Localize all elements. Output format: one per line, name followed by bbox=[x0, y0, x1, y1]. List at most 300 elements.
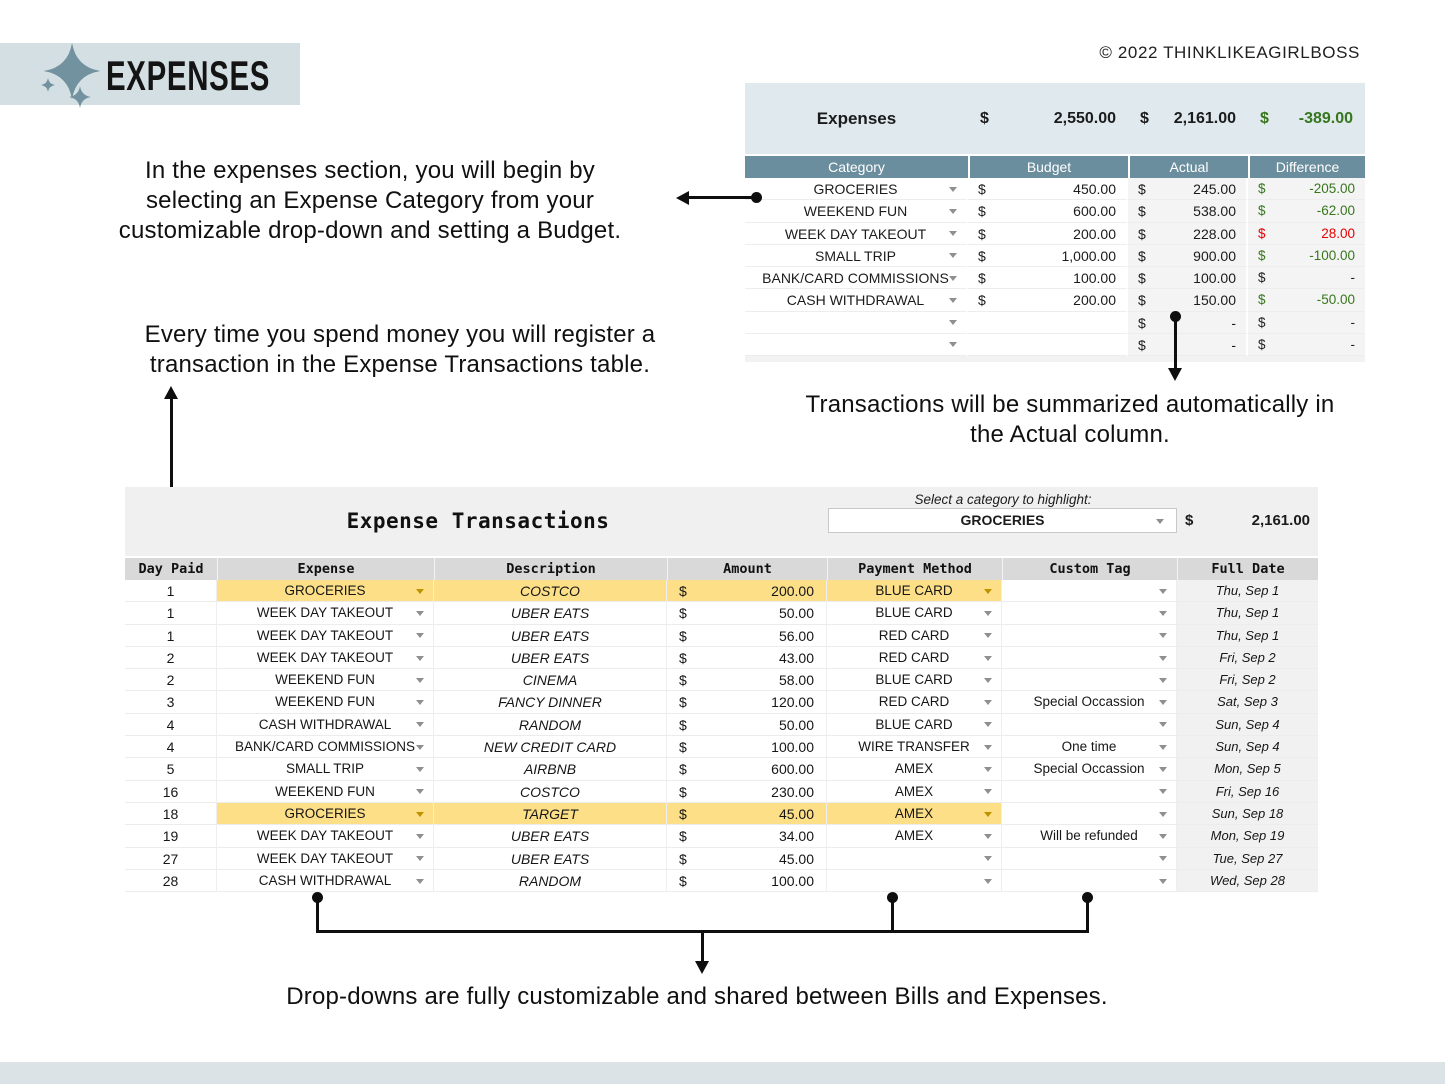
transaction-row bbox=[125, 848, 1318, 870]
amount-cell bbox=[667, 602, 827, 624]
payment-method-cell[interactable] bbox=[827, 781, 1002, 803]
budget-value: 450.00 bbox=[1073, 181, 1116, 197]
category-cell[interactable] bbox=[745, 245, 968, 267]
budget-cell bbox=[968, 223, 1128, 245]
payment-method-cell[interactable] bbox=[827, 691, 1002, 713]
dropdown-caret-icon[interactable] bbox=[1159, 678, 1167, 683]
expense-cell[interactable] bbox=[217, 758, 434, 780]
day-paid-cell: 3 bbox=[125, 691, 217, 713]
description-cell: UBER EATS bbox=[434, 625, 667, 647]
expense-value: WEEK DAY TAKEOUT bbox=[256, 627, 394, 643]
currency-symbol: $ bbox=[1185, 512, 1194, 529]
payment-method-value: AMEX bbox=[894, 805, 934, 821]
header-description: Description bbox=[434, 558, 667, 580]
dropdown-caret-icon[interactable] bbox=[984, 589, 992, 594]
dropdown-caret-icon[interactable] bbox=[416, 656, 424, 661]
currency-symbol: $ bbox=[679, 694, 687, 711]
day-paid-cell: 2 bbox=[125, 647, 217, 669]
currency-symbol: $ bbox=[1258, 314, 1266, 330]
day-paid-cell: 19 bbox=[125, 825, 217, 847]
connector-line bbox=[891, 898, 894, 933]
full-date-cell: Fri, Sep 16 bbox=[1177, 781, 1318, 803]
custom-tag-cell[interactable] bbox=[1002, 736, 1177, 758]
payment-method-cell[interactable] bbox=[827, 669, 1002, 691]
payment-method-value: WIRE TRANSFER bbox=[858, 739, 970, 755]
dropdown-caret-icon[interactable] bbox=[984, 633, 992, 638]
difference-cell bbox=[1248, 334, 1365, 356]
difference-cell bbox=[1248, 200, 1365, 222]
transactions-body bbox=[125, 580, 1318, 892]
summary-header-category: Category bbox=[828, 159, 885, 175]
day-paid-cell: 2 bbox=[125, 669, 217, 691]
sparkle-icon bbox=[40, 41, 104, 111]
currency-symbol: $ bbox=[1258, 247, 1266, 263]
actual-value: 900.00 bbox=[1193, 247, 1236, 264]
currency-symbol: $ bbox=[1258, 336, 1266, 352]
actual-cell bbox=[1128, 178, 1248, 200]
dropdown-caret-icon[interactable] bbox=[416, 722, 424, 727]
budget-value: 600.00 bbox=[1073, 203, 1116, 220]
day-paid-cell: 1 bbox=[125, 580, 217, 602]
expense-cell[interactable] bbox=[217, 825, 434, 847]
dropdown-caret-icon[interactable] bbox=[1159, 589, 1167, 594]
dropdown-caret-icon[interactable] bbox=[1156, 519, 1164, 524]
payment-method-cell[interactable] bbox=[827, 647, 1002, 669]
amount-value: 600.00 bbox=[771, 761, 814, 778]
dropdown-caret-icon[interactable] bbox=[949, 253, 957, 258]
transaction-row bbox=[125, 825, 1318, 847]
category-cell[interactable] bbox=[745, 178, 968, 200]
dropdown-caret-icon[interactable] bbox=[949, 342, 957, 347]
description-cell: UBER EATS bbox=[434, 848, 667, 870]
expense-value: SMALL TRIP bbox=[285, 761, 365, 777]
category-value: SMALL TRIP bbox=[815, 247, 896, 264]
expense-cell[interactable] bbox=[217, 580, 434, 602]
category-cell[interactable] bbox=[745, 200, 968, 222]
currency-symbol: $ bbox=[1138, 270, 1146, 286]
dropdown-caret-icon[interactable] bbox=[984, 856, 992, 861]
summary-row bbox=[745, 223, 1365, 245]
custom-tag-cell[interactable] bbox=[1002, 870, 1177, 892]
custom-tag-cell[interactable] bbox=[1002, 803, 1177, 825]
custom-tag-cell[interactable] bbox=[1002, 669, 1177, 691]
connector-line bbox=[316, 898, 319, 933]
payment-method-value: RED CARD bbox=[878, 627, 950, 643]
actual-value: - bbox=[1231, 314, 1236, 331]
summary-totals-row bbox=[745, 83, 1365, 156]
dropdown-caret-icon[interactable] bbox=[984, 611, 992, 616]
difference-value: - bbox=[1350, 270, 1355, 285]
dropdown-caret-icon[interactable] bbox=[984, 656, 992, 661]
difference-cell bbox=[1248, 267, 1365, 289]
summary-header-actual: Actual bbox=[1128, 156, 1248, 178]
note-line: selecting an Expense Category from your bbox=[145, 187, 595, 214]
currency-symbol: $ bbox=[1138, 247, 1146, 264]
note-line: Drop-downs are fully customizable and shared between Bills and Expenses. bbox=[286, 983, 1108, 1010]
dropdown-caret-icon[interactable] bbox=[416, 767, 424, 772]
actual-value: 150.00 bbox=[1193, 292, 1236, 309]
dropdown-caret-icon[interactable] bbox=[984, 767, 992, 772]
amount-cell bbox=[667, 848, 827, 870]
expense-cell[interactable] bbox=[217, 736, 434, 758]
custom-tag-cell[interactable] bbox=[1002, 848, 1177, 870]
dropdown-caret-icon[interactable] bbox=[1159, 834, 1167, 839]
actual-total-cell bbox=[1128, 110, 1248, 128]
currency-symbol: $ bbox=[679, 805, 687, 822]
currency-symbol: $ bbox=[1260, 109, 1269, 127]
dropdown-caret-icon[interactable] bbox=[1159, 656, 1167, 661]
custom-tag-value: One time bbox=[1061, 739, 1117, 755]
budget-cell bbox=[968, 289, 1128, 311]
dropdown-caret-icon[interactable] bbox=[416, 812, 424, 817]
dropdown-caret-icon[interactable] bbox=[416, 789, 424, 794]
currency-symbol: $ bbox=[679, 672, 687, 689]
transaction-row bbox=[125, 625, 1318, 647]
dropdown-caret-icon[interactable] bbox=[984, 879, 992, 884]
description-cell: UBER EATS bbox=[434, 825, 667, 847]
currency-symbol: $ bbox=[978, 225, 986, 242]
category-cell[interactable] bbox=[745, 312, 968, 334]
arrow-down-icon bbox=[1168, 368, 1182, 381]
currency-symbol: $ bbox=[679, 872, 687, 889]
full-date-cell: Mon, Sep 19 bbox=[1177, 825, 1318, 847]
currency-symbol: $ bbox=[1258, 181, 1266, 196]
difference-total-value: -389.00 bbox=[1298, 109, 1353, 127]
description-cell: COSTCO bbox=[434, 781, 667, 803]
dropdown-caret-icon[interactable] bbox=[949, 320, 957, 325]
summary-row bbox=[745, 178, 1365, 200]
amount-value: 200.00 bbox=[771, 583, 814, 599]
budget-value: 200.00 bbox=[1073, 225, 1116, 242]
day-paid-cell: 27 bbox=[125, 848, 217, 870]
day-paid-cell: 5 bbox=[125, 758, 217, 780]
highlight-category-select[interactable] bbox=[828, 508, 1177, 533]
category-value: WEEKEND FUN bbox=[803, 203, 908, 220]
actual-value: - bbox=[1231, 336, 1236, 353]
amount-cell bbox=[667, 870, 827, 892]
connector-dot bbox=[751, 192, 762, 203]
actual-cell bbox=[1128, 200, 1248, 222]
currency-symbol: $ bbox=[978, 203, 986, 220]
amount-cell bbox=[667, 714, 827, 736]
page-title: EXPENSES bbox=[106, 52, 271, 99]
budget-total-value: 2,550.00 bbox=[1053, 109, 1116, 127]
dropdown-caret-icon[interactable] bbox=[984, 789, 992, 794]
currency-symbol: $ bbox=[978, 247, 986, 264]
dropdown-caret-icon[interactable] bbox=[984, 678, 992, 683]
transaction-row bbox=[125, 647, 1318, 669]
transaction-row bbox=[125, 870, 1318, 892]
dropdown-caret-icon[interactable] bbox=[949, 209, 957, 214]
currency-symbol: $ bbox=[978, 270, 986, 286]
budget-total-cell bbox=[968, 110, 1128, 128]
amount-value: 120.00 bbox=[771, 694, 814, 711]
expense-cell[interactable] bbox=[217, 647, 434, 669]
payment-method-cell[interactable] bbox=[827, 714, 1002, 736]
payment-method-cell[interactable] bbox=[827, 736, 1002, 758]
transactions-header-row bbox=[125, 558, 1318, 580]
actual-cell bbox=[1128, 289, 1248, 311]
currency-symbol: $ bbox=[1138, 292, 1146, 309]
budget-cell bbox=[968, 245, 1128, 267]
budget-cell bbox=[968, 334, 1128, 356]
amount-value: 45.00 bbox=[778, 850, 814, 867]
expense-cell[interactable] bbox=[217, 691, 434, 713]
dropdown-caret-icon[interactable] bbox=[416, 589, 424, 594]
category-cell[interactable] bbox=[745, 289, 968, 311]
amount-cell bbox=[667, 625, 827, 647]
expense-cell[interactable] bbox=[217, 803, 434, 825]
payment-method-cell[interactable] bbox=[827, 848, 1002, 870]
currency-symbol: $ bbox=[679, 605, 687, 622]
expense-cell[interactable] bbox=[217, 669, 434, 691]
expense-value: CASH WITHDRAWAL bbox=[258, 716, 392, 732]
payment-method-cell[interactable] bbox=[827, 870, 1002, 892]
difference-value: 28.00 bbox=[1321, 225, 1355, 241]
category-cell[interactable] bbox=[745, 334, 968, 356]
payment-method-cell[interactable] bbox=[827, 602, 1002, 624]
actual-value: 228.00 bbox=[1193, 225, 1236, 242]
payment-method-cell[interactable] bbox=[827, 625, 1002, 647]
description-cell: NEW CREDIT CARD bbox=[434, 736, 667, 758]
custom-tag-value: Will be refunded bbox=[1040, 828, 1138, 844]
amount-value: 58.00 bbox=[778, 672, 814, 689]
currency-symbol: $ bbox=[1138, 203, 1146, 220]
transaction-row bbox=[125, 736, 1318, 758]
dropdown-caret-icon[interactable] bbox=[1159, 633, 1167, 638]
dropdown-caret-icon[interactable] bbox=[416, 856, 424, 861]
actual-value: 100.00 bbox=[1193, 270, 1236, 286]
budget-value: 1,000.00 bbox=[1061, 247, 1116, 264]
dropdown-caret-icon[interactable] bbox=[416, 678, 424, 683]
summary-header-budget: Budget bbox=[968, 156, 1128, 178]
description-cell: COSTCO bbox=[434, 580, 667, 602]
bottom-bar bbox=[0, 1062, 1445, 1084]
dropdown-caret-icon[interactable] bbox=[1159, 767, 1167, 772]
payment-method-value: RED CARD bbox=[878, 649, 950, 665]
currency-symbol: $ bbox=[1138, 225, 1146, 242]
amount-value: 50.00 bbox=[778, 716, 814, 733]
dropdown-caret-icon[interactable] bbox=[416, 834, 424, 839]
currency-symbol: $ bbox=[1258, 225, 1266, 241]
highlight-category-value: GROCERIES bbox=[960, 512, 1045, 528]
description-cell: RANDOM bbox=[434, 870, 667, 892]
custom-tag-cell[interactable] bbox=[1002, 691, 1177, 713]
amount-cell bbox=[667, 803, 827, 825]
header-payment-method: Payment Method bbox=[827, 558, 1002, 580]
expense-cell[interactable] bbox=[217, 870, 434, 892]
connector-line bbox=[701, 933, 704, 963]
note-dropdowns-shared bbox=[157, 982, 1237, 1012]
day-paid-cell: 4 bbox=[125, 714, 217, 736]
dropdown-caret-icon[interactable] bbox=[949, 276, 957, 281]
dropdown-caret-icon[interactable] bbox=[1159, 812, 1167, 817]
logo-box bbox=[0, 43, 300, 105]
day-paid-cell: 28 bbox=[125, 870, 217, 892]
header-full-date: Full Date bbox=[1177, 558, 1318, 580]
dropdown-caret-icon[interactable] bbox=[949, 231, 957, 236]
payment-method-cell[interactable] bbox=[827, 758, 1002, 780]
payment-method-cell[interactable] bbox=[827, 580, 1002, 602]
dropdown-caret-icon[interactable] bbox=[949, 298, 957, 303]
category-value: CASH WITHDRAWAL bbox=[786, 292, 925, 309]
custom-tag-cell[interactable] bbox=[1002, 625, 1177, 647]
expense-value: GROCERIES bbox=[284, 805, 366, 821]
expense-transactions-table bbox=[125, 487, 1318, 892]
dropdown-caret-icon[interactable] bbox=[1159, 879, 1167, 884]
note-line: customizable drop-down and setting a Budget. bbox=[118, 217, 622, 244]
summary-row bbox=[745, 334, 1365, 356]
custom-tag-cell[interactable] bbox=[1002, 602, 1177, 624]
currency-symbol: $ bbox=[679, 649, 687, 666]
budget-value: 200.00 bbox=[1073, 292, 1116, 309]
expense-cell[interactable] bbox=[217, 625, 434, 647]
currency-symbol: $ bbox=[679, 783, 687, 800]
amount-cell bbox=[667, 669, 827, 691]
custom-tag-cell[interactable] bbox=[1002, 758, 1177, 780]
category-cell[interactable] bbox=[745, 267, 968, 289]
difference-cell bbox=[1248, 289, 1365, 311]
day-paid-cell: 1 bbox=[125, 625, 217, 647]
currency-symbol: $ bbox=[980, 109, 989, 127]
expense-cell[interactable] bbox=[217, 602, 434, 624]
dropdown-caret-icon[interactable] bbox=[984, 745, 992, 750]
currency-symbol: $ bbox=[978, 181, 986, 197]
amount-value: 100.00 bbox=[771, 872, 814, 889]
currency-symbol: $ bbox=[679, 828, 687, 845]
dropdown-caret-icon[interactable] bbox=[1159, 745, 1167, 750]
custom-tag-cell[interactable] bbox=[1002, 647, 1177, 669]
highlight-select-label: Select a category to highlight: bbox=[914, 492, 1092, 507]
category-cell[interactable] bbox=[745, 223, 968, 245]
payment-method-value: AMEX bbox=[894, 761, 934, 777]
dropdown-caret-icon[interactable] bbox=[416, 879, 424, 884]
payment-method-value: BLUE CARD bbox=[875, 716, 953, 732]
note-line: the Actual column. bbox=[970, 421, 1170, 448]
transaction-row bbox=[125, 758, 1318, 780]
amount-cell bbox=[667, 825, 827, 847]
copyright-text: © 2022 THINKLIKEAGIRLBOSS bbox=[1099, 43, 1360, 62]
header-expense: Expense bbox=[217, 558, 434, 580]
actual-value: 538.00 bbox=[1193, 203, 1236, 220]
custom-tag-cell[interactable] bbox=[1002, 580, 1177, 602]
summary-row bbox=[745, 267, 1365, 289]
full-date-cell: Thu, Sep 1 bbox=[1177, 580, 1318, 602]
dropdown-caret-icon[interactable] bbox=[1159, 700, 1167, 705]
dropdown-caret-icon[interactable] bbox=[416, 745, 424, 750]
dropdown-caret-icon[interactable] bbox=[984, 812, 992, 817]
budget-cell bbox=[968, 312, 1128, 334]
actual-value: 245.00 bbox=[1193, 181, 1236, 197]
full-date-cell: Sun, Sep 18 bbox=[1177, 803, 1318, 825]
currency-symbol: $ bbox=[1258, 270, 1266, 285]
difference-value: -100.00 bbox=[1309, 247, 1355, 263]
dropdown-caret-icon[interactable] bbox=[949, 187, 957, 192]
difference-value: - bbox=[1350, 314, 1355, 330]
currency-symbol: $ bbox=[679, 583, 687, 599]
currency-symbol: $ bbox=[1138, 336, 1146, 353]
expense-value: GROCERIES bbox=[284, 583, 366, 598]
currency-symbol: $ bbox=[679, 850, 687, 867]
payment-method-value: BLUE CARD bbox=[875, 605, 953, 621]
expense-value: WEEK DAY TAKEOUT bbox=[256, 850, 394, 866]
arrow-down-icon bbox=[695, 961, 709, 974]
transactions-total-cell bbox=[1185, 508, 1310, 533]
expense-cell[interactable] bbox=[217, 848, 434, 870]
amount-value: 43.00 bbox=[778, 649, 814, 666]
summary-row bbox=[745, 245, 1365, 267]
transactions-title: Expense Transactions bbox=[346, 509, 610, 533]
difference-cell bbox=[1248, 178, 1365, 200]
dropdown-caret-icon[interactable] bbox=[984, 834, 992, 839]
dropdown-caret-icon[interactable] bbox=[984, 722, 992, 727]
payment-method-value: AMEX bbox=[894, 828, 934, 844]
dropdown-caret-icon[interactable] bbox=[1159, 789, 1167, 794]
payment-method-cell[interactable] bbox=[827, 825, 1002, 847]
budget-value: 100.00 bbox=[1073, 270, 1116, 286]
full-date-cell: Sun, Sep 4 bbox=[1177, 714, 1318, 736]
budget-cell bbox=[968, 267, 1128, 289]
custom-tag-cell[interactable] bbox=[1002, 825, 1177, 847]
summary-header-row bbox=[745, 156, 1365, 178]
expense-cell[interactable] bbox=[217, 714, 434, 736]
actual-cell bbox=[1128, 334, 1248, 356]
currency-symbol: $ bbox=[1138, 181, 1146, 197]
category-value: WEEK DAY TAKEOUT bbox=[784, 225, 927, 242]
dropdown-caret-icon[interactable] bbox=[1159, 722, 1167, 727]
expense-cell[interactable] bbox=[217, 781, 434, 803]
expenses-summary-table bbox=[745, 83, 1365, 362]
budget-cell bbox=[968, 200, 1128, 222]
day-paid-cell: 18 bbox=[125, 803, 217, 825]
dropdown-caret-icon[interactable] bbox=[1159, 611, 1167, 616]
full-date-cell: Wed, Sep 28 bbox=[1177, 870, 1318, 892]
note-select-category bbox=[85, 156, 655, 246]
transaction-row bbox=[125, 781, 1318, 803]
dropdown-caret-icon[interactable] bbox=[416, 700, 424, 705]
amount-cell bbox=[667, 736, 827, 758]
budget-cell bbox=[968, 178, 1128, 200]
custom-tag-value: Special Occassion bbox=[1033, 761, 1145, 777]
transaction-row bbox=[125, 580, 1318, 602]
full-date-cell: Fri, Sep 2 bbox=[1177, 647, 1318, 669]
dropdown-caret-icon[interactable] bbox=[416, 633, 424, 638]
custom-tag-cell[interactable] bbox=[1002, 781, 1177, 803]
difference-cell bbox=[1248, 245, 1365, 267]
dropdown-caret-icon[interactable] bbox=[984, 700, 992, 705]
expense-value: WEEK DAY TAKEOUT bbox=[256, 605, 394, 621]
payment-method-cell[interactable] bbox=[827, 803, 1002, 825]
custom-tag-cell[interactable] bbox=[1002, 714, 1177, 736]
full-date-cell: Fri, Sep 2 bbox=[1177, 669, 1318, 691]
dropdown-caret-icon[interactable] bbox=[1159, 856, 1167, 861]
description-cell: CINEMA bbox=[434, 669, 667, 691]
category-value: GROCERIES bbox=[813, 181, 898, 197]
summary-table-body bbox=[745, 178, 1365, 356]
dropdown-caret-icon[interactable] bbox=[416, 611, 424, 616]
transaction-row bbox=[125, 714, 1318, 736]
transaction-row bbox=[125, 602, 1318, 624]
currency-symbol: $ bbox=[1258, 292, 1266, 308]
actual-cell bbox=[1128, 312, 1248, 334]
difference-cell bbox=[1248, 223, 1365, 245]
note-line: Transactions will be summarized automatically in bbox=[805, 391, 1335, 418]
header-amount: Amount bbox=[667, 558, 827, 580]
amount-value: 45.00 bbox=[778, 805, 814, 822]
expense-value: WEEKEND FUN bbox=[275, 694, 375, 710]
full-date-cell: Thu, Sep 1 bbox=[1177, 625, 1318, 647]
summary-table-edge bbox=[745, 356, 1365, 362]
